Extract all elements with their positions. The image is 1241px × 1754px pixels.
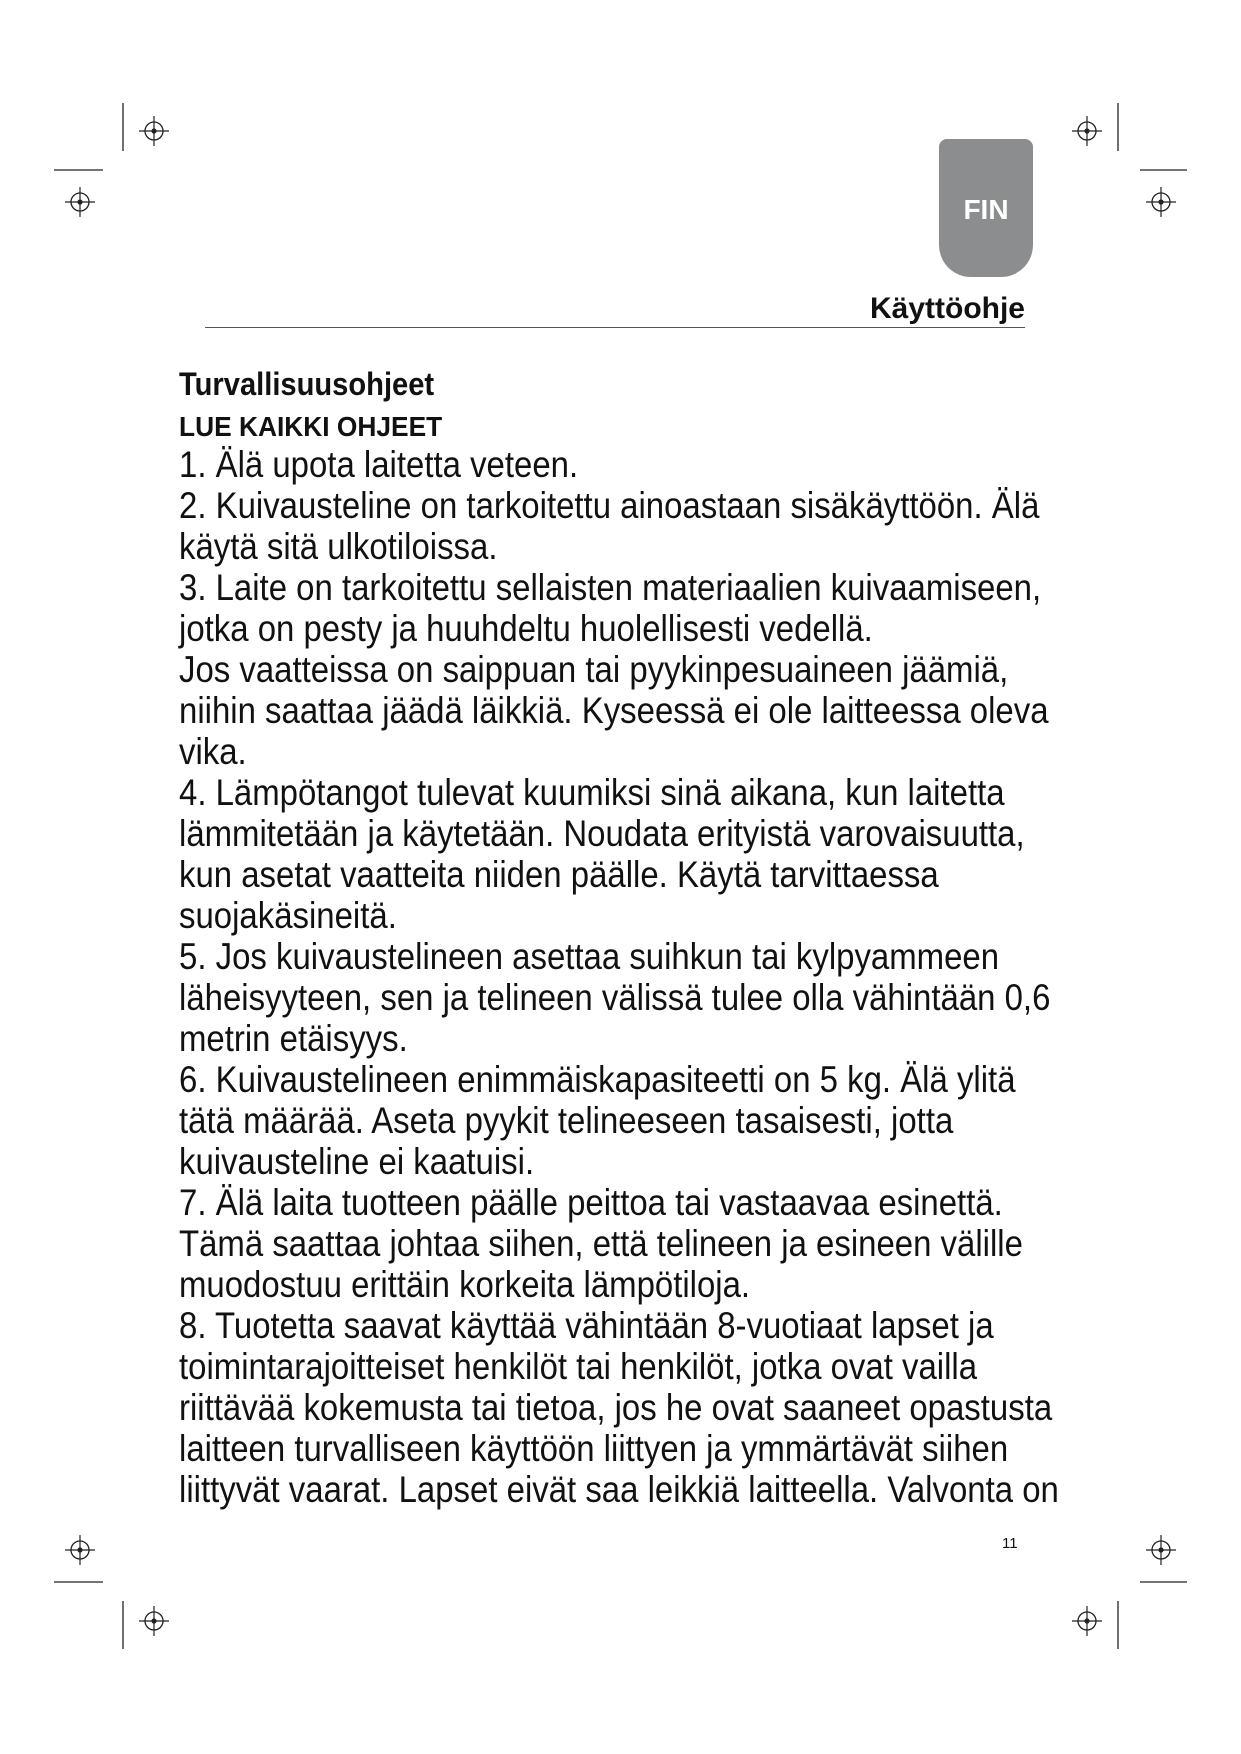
text-line: 4. Lämpötangot tulevat kuumiksi sinä aikana, kun laitetta bbox=[179, 772, 1005, 813]
text-line: käytä sitä ulkotiloissa. bbox=[179, 526, 498, 567]
text-line: 1. Älä upota laitetta veteen. bbox=[179, 444, 579, 485]
header-divider bbox=[205, 327, 1025, 328]
registration-mark-icon bbox=[139, 1606, 169, 1636]
safety-instructions bbox=[179, 444, 1179, 1510]
registration-mark-icon bbox=[1072, 1606, 1102, 1636]
document-title: Käyttöohje bbox=[869, 292, 1025, 325]
text-line: läheisyyteen, sen ja telineen välissä tulee olla vähintään 0,6 bbox=[179, 977, 1051, 1018]
text-line: vika. bbox=[179, 731, 247, 772]
text-line: laitteen turvalliseen käyttöön liittyen ja ymmärtävät siihen bbox=[179, 1428, 1009, 1469]
registration-mark-icon bbox=[1072, 116, 1102, 146]
text-line: jotka on pesty ja huuhdeltu huolellisesti vedellä. bbox=[179, 608, 873, 649]
section-heading: Turvallisuusohjeet bbox=[179, 366, 435, 402]
text-line: lämmitetään ja käytetään. Noudata erityistä varovaisuutta, bbox=[179, 813, 1025, 854]
text-line: muodostuu erittäin korkeita lämpötiloja. bbox=[179, 1264, 751, 1305]
text-line: toimintarajoitteiset henkilöt tai henkilöt, jotka ovat vailla bbox=[179, 1346, 978, 1387]
registration-mark-icon bbox=[65, 1535, 95, 1565]
text-line: metrin etäisyys. bbox=[179, 1018, 408, 1059]
text-line: Jos vaatteissa on saippuan tai pyykinpesuaineen jäämiä, bbox=[179, 649, 1009, 690]
text-line: 5. Jos kuivaustelineen asettaa suihkun tai kylpyammeen bbox=[179, 936, 1000, 977]
text-line: 2. Kuivausteline on tarkoitettu ainoastaan sisäkäyttöön. Älä bbox=[179, 485, 1040, 526]
language-tab-label: FIN bbox=[963, 194, 1009, 225]
registration-mark-icon bbox=[1146, 1535, 1176, 1565]
text-line: 7. Älä laita tuotteen päälle peittoa tai vastaavaa esinettä. bbox=[179, 1182, 1003, 1223]
registration-mark-icon bbox=[139, 116, 169, 146]
section-subheading: LUE KAIKKI OHJEET bbox=[179, 411, 443, 442]
text-line: kuivausteline ei kaatuisi. bbox=[179, 1141, 535, 1182]
text-line: niihin saattaa jäädä läikkiä. Kyseessä ei ole laitteessa oleva bbox=[179, 690, 1049, 731]
registration-mark-icon bbox=[65, 187, 95, 217]
text-line: riittävää kokemusta tai tietoa, jos he ovat saaneet opastusta bbox=[179, 1387, 1053, 1428]
text-line: 3. Laite on tarkoitettu sellaisten materiaalien kuivaamiseen, bbox=[179, 567, 1042, 608]
text-line: Tämä saattaa johtaa siihen, että telineen ja esineen välille bbox=[179, 1223, 1023, 1264]
text-line: liittyvät vaarat. Lapset eivät saa leikkiä laitteella. Valvonta on bbox=[179, 1469, 1059, 1510]
language-tab bbox=[939, 139, 1033, 277]
registration-mark-icon bbox=[1146, 187, 1176, 217]
text-line: 6. Kuivaustelineen enimmäiskapasiteetti on 5 kg. Älä ylitä bbox=[179, 1059, 1016, 1100]
page-number: 11 bbox=[1002, 1535, 1018, 1552]
text-line: kun asetat vaatteita niiden päälle. Käytä tarvittaessa bbox=[179, 854, 939, 895]
text-line: 8. Tuotetta saavat käyttää vähintään 8-vuotiaat lapset ja bbox=[179, 1305, 994, 1346]
text-line: tätä määrää. Aseta pyykit telineeseen tasaisesti, jotta bbox=[179, 1100, 954, 1141]
text-line: suojakäsineitä. bbox=[179, 895, 397, 936]
